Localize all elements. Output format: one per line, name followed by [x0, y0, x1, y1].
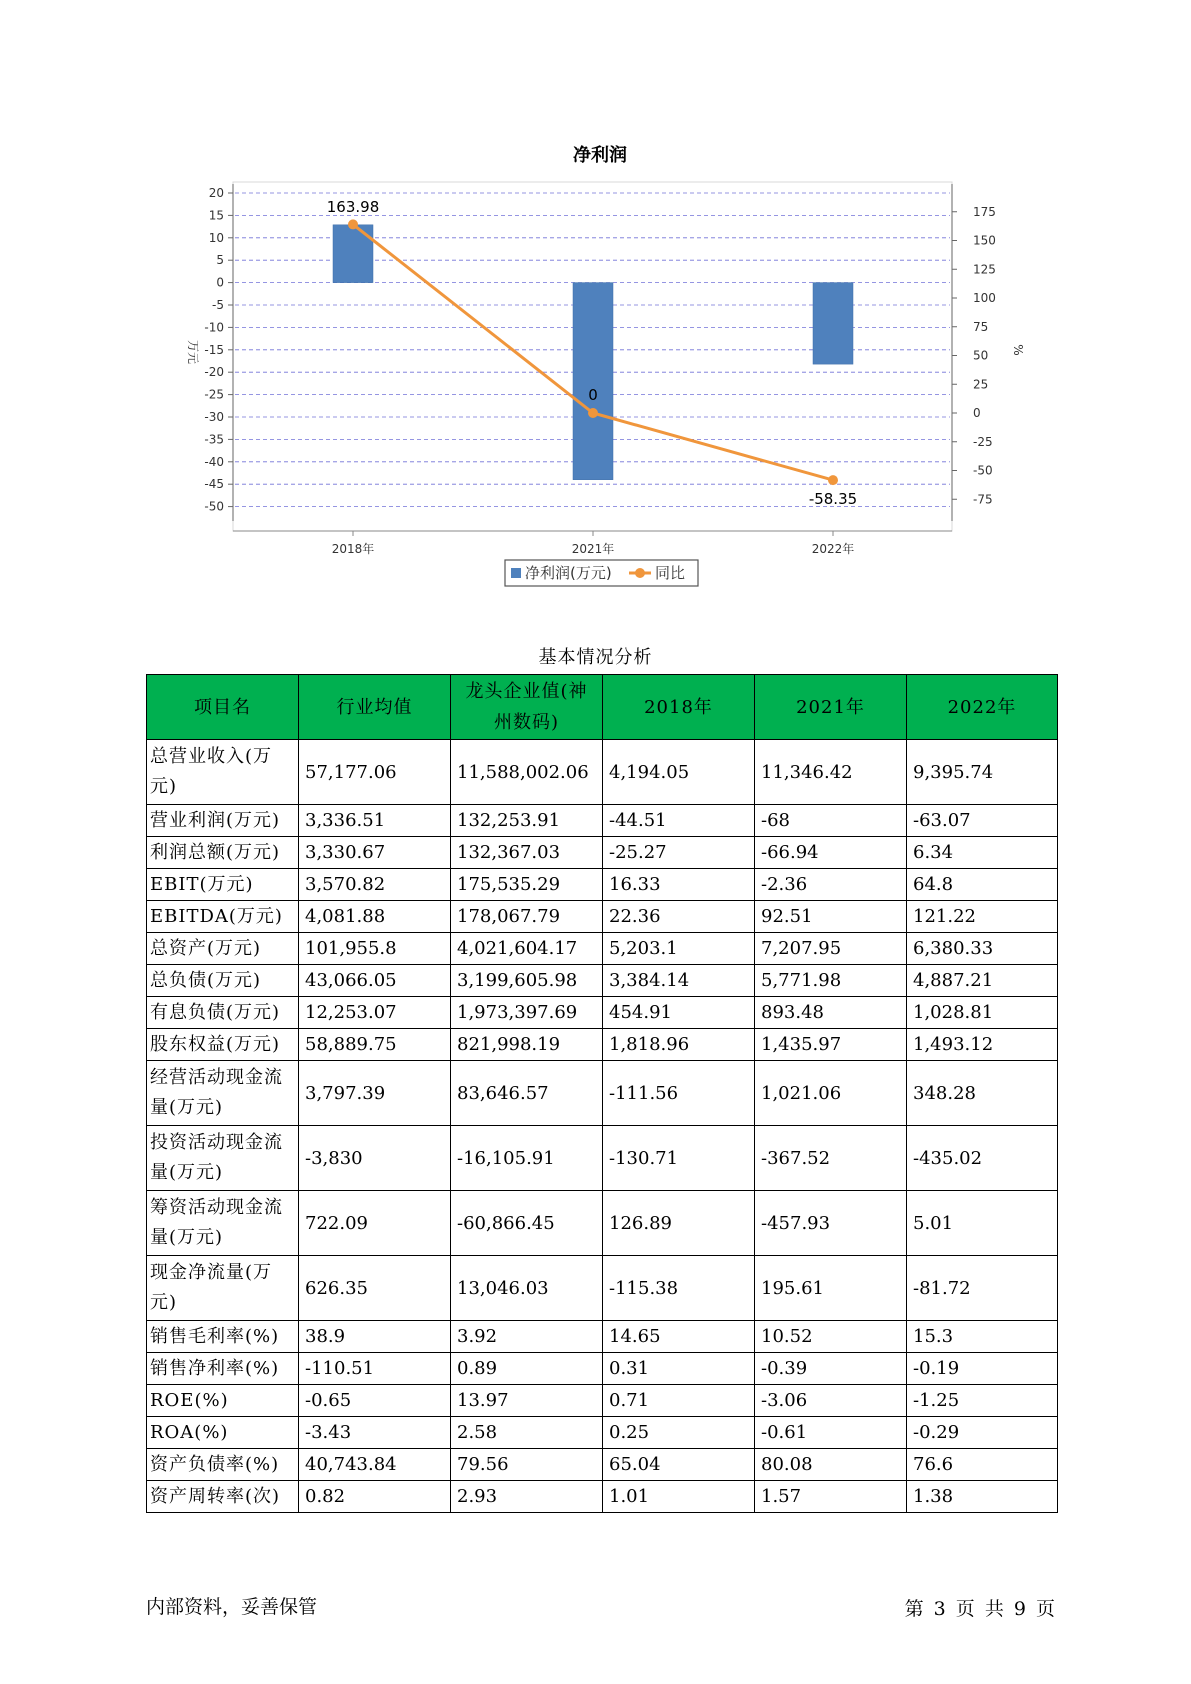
table-row [147, 1353, 1058, 1385]
row-label-cell: EBITDA(万元) [147, 901, 299, 933]
chart-canvas [0, 0, 1191, 600]
value-cell: 80.08 [755, 1449, 907, 1481]
header-cell: 龙头企业值(神州数码) [451, 675, 603, 740]
value-cell: 1,028.81 [907, 997, 1058, 1029]
table-row [147, 1256, 1058, 1321]
left-tick-label: 20 [208, 186, 224, 200]
table-row [147, 869, 1058, 901]
row-label-cell: 销售毛利率(%) [147, 1321, 299, 1353]
row-label-cell: ROA(%) [147, 1417, 299, 1449]
value-cell: -3.43 [299, 1417, 451, 1449]
row-label-cell: 总资产(万元) [147, 933, 299, 965]
row-label-cell: 资产周转率(次) [147, 1481, 299, 1513]
value-cell: 4,887.21 [907, 965, 1058, 997]
value-cell: 57,177.06 [299, 740, 451, 805]
value-cell: 13,046.03 [451, 1256, 603, 1321]
left-tick-label: 5 [216, 253, 224, 268]
value-cell: 12,253.07 [299, 997, 451, 1029]
right-tick-label: 25 [973, 377, 989, 392]
left-tick-label: -15 [204, 342, 224, 357]
value-cell: 101,955.8 [299, 933, 451, 965]
value-cell: 348.28 [907, 1061, 1058, 1126]
left-tick-label: -40 [204, 454, 224, 469]
left-tick-label: 0 [216, 275, 224, 290]
right-tick-label: 175 [973, 204, 996, 219]
net-profit-bar [333, 225, 373, 283]
value-cell: -0.65 [299, 1385, 451, 1417]
value-cell: -66.94 [755, 837, 907, 869]
table-row [147, 933, 1058, 965]
table-row [147, 1417, 1058, 1449]
yoy-data-label: 163.98 [326, 198, 380, 216]
value-cell: 5,203.1 [603, 933, 755, 965]
value-cell: 64.8 [907, 869, 1058, 901]
value-cell: -81.72 [907, 1256, 1058, 1321]
table-row [147, 740, 1058, 805]
right-tick-label: 75 [973, 319, 989, 334]
legend-label-yoy: 同比 [655, 564, 686, 582]
x-tick-label: 2022年 [811, 542, 855, 556]
value-cell: 1.01 [603, 1481, 755, 1513]
row-label-cell: 利润总额(万元) [147, 837, 299, 869]
table-row [147, 1061, 1058, 1126]
table-row [147, 1449, 1058, 1481]
row-label-cell: 股东权益(万元) [147, 1029, 299, 1061]
value-cell: 76.6 [907, 1449, 1058, 1481]
value-cell: 43,066.05 [299, 965, 451, 997]
right-tick-label: 50 [973, 348, 989, 363]
value-cell: -367.52 [755, 1126, 907, 1191]
x-tick-label: 2021年 [571, 542, 615, 556]
yoy-point [348, 219, 358, 229]
basic-analysis-table [146, 674, 1058, 1513]
header-cell: 行业均值 [299, 675, 451, 740]
value-cell: 40,743.84 [299, 1449, 451, 1481]
value-cell: 0.89 [451, 1353, 603, 1385]
value-cell: 0.82 [299, 1481, 451, 1513]
right-axis-title: % [1011, 344, 1025, 356]
table-row [147, 997, 1058, 1029]
value-cell: -3.06 [755, 1385, 907, 1417]
legend-line-marker [635, 568, 645, 578]
value-cell: 2.93 [451, 1481, 603, 1513]
value-cell: 0.31 [603, 1353, 755, 1385]
row-label-cell: 经营活动现金流量(万元) [147, 1061, 299, 1126]
value-cell: 14.65 [603, 1321, 755, 1353]
value-cell: -0.19 [907, 1353, 1058, 1385]
value-cell: 626.35 [299, 1256, 451, 1321]
header-cell: 2018年 [603, 675, 755, 740]
value-cell: 3,797.39 [299, 1061, 451, 1126]
table-row [147, 1126, 1058, 1191]
value-cell: -63.07 [907, 805, 1058, 837]
table-row [147, 1481, 1058, 1513]
value-cell: -60,866.45 [451, 1191, 603, 1256]
value-cell: 1,818.96 [603, 1029, 755, 1061]
value-cell: -0.29 [907, 1417, 1058, 1449]
net-profit-chart [0, 0, 1191, 600]
row-label-cell: 筹资活动现金流量(万元) [147, 1191, 299, 1256]
value-cell: 4,081.88 [299, 901, 451, 933]
value-cell: 3,384.14 [603, 965, 755, 997]
value-cell: 1,021.06 [755, 1061, 907, 1126]
value-cell: 121.22 [907, 901, 1058, 933]
value-cell: 195.61 [755, 1256, 907, 1321]
value-cell: 58,889.75 [299, 1029, 451, 1061]
value-cell: 5.01 [907, 1191, 1058, 1256]
left-tick-label: -30 [204, 410, 224, 424]
value-cell: 3.92 [451, 1321, 603, 1353]
left-tick-label: -20 [204, 365, 224, 380]
value-cell: 65.04 [603, 1449, 755, 1481]
legend-label-net-profit: 净利润(万元) [525, 564, 612, 582]
value-cell: -457.93 [755, 1191, 907, 1256]
value-cell: -16,105.91 [451, 1126, 603, 1191]
value-cell: 7,207.95 [755, 933, 907, 965]
value-cell: 1,973,397.69 [451, 997, 603, 1029]
value-cell: -0.39 [755, 1353, 907, 1385]
right-tick-label: 0 [973, 406, 981, 420]
value-cell: 1.38 [907, 1481, 1058, 1513]
left-tick-label: -35 [204, 432, 224, 447]
legend-bar-swatch [511, 568, 521, 578]
value-cell: -110.51 [299, 1353, 451, 1385]
right-tick-label: -50 [973, 463, 993, 478]
header-cell: 2022年 [907, 675, 1058, 740]
row-label-cell: 现金净流量(万元) [147, 1256, 299, 1321]
value-cell: -1.25 [907, 1385, 1058, 1417]
net-profit-bar [813, 283, 853, 365]
value-cell: -0.61 [755, 1417, 907, 1449]
row-label-cell: 总负债(万元) [147, 965, 299, 997]
value-cell: 0.25 [603, 1417, 755, 1449]
table-header-row [147, 675, 1058, 740]
net-profit-bar [573, 283, 613, 480]
value-cell: 79.56 [451, 1449, 603, 1481]
value-cell: 11,588,002.06 [451, 740, 603, 805]
value-cell: 893.48 [755, 997, 907, 1029]
value-cell: 3,336.51 [299, 805, 451, 837]
row-label-cell: 销售净利率(%) [147, 1353, 299, 1385]
row-label-cell: EBIT(万元) [147, 869, 299, 901]
value-cell: 132,253.91 [451, 805, 603, 837]
value-cell: 132,367.03 [451, 837, 603, 869]
table-row [147, 965, 1058, 997]
value-cell: 454.91 [603, 997, 755, 1029]
table-row [147, 805, 1058, 837]
header-cell: 2021年 [755, 675, 907, 740]
right-tick-label: -25 [973, 434, 993, 449]
value-cell: 16.33 [603, 869, 755, 901]
yoy-data-label: -58.35 [808, 490, 858, 508]
left-tick-label: 10 [208, 230, 224, 245]
value-cell: 175,535.29 [451, 869, 603, 901]
value-cell: -2.36 [755, 869, 907, 901]
left-tick-label: -50 [204, 499, 224, 514]
right-tick-label: 125 [973, 262, 996, 277]
value-cell: 3,199,605.98 [451, 965, 603, 997]
table-body [147, 740, 1058, 1513]
value-cell: 821,998.19 [451, 1029, 603, 1061]
chart-title: 净利润 [573, 145, 627, 166]
yoy-point [828, 475, 838, 485]
value-cell: -25.27 [603, 837, 755, 869]
value-cell: 1,493.12 [907, 1029, 1058, 1061]
value-cell: 9,395.74 [907, 740, 1058, 805]
yoy-point [588, 408, 598, 418]
value-cell: -3,830 [299, 1126, 451, 1191]
footer-confidential-note: 内部资料，妥善保管 [146, 1596, 318, 1618]
yoy-data-label: 0 [588, 386, 598, 404]
value-cell: 6,380.33 [907, 933, 1058, 965]
right-tick-label: -75 [973, 492, 993, 507]
value-cell: 4,194.05 [603, 740, 755, 805]
row-label-cell: 有息负债(万元) [147, 997, 299, 1029]
value-cell: 178,067.79 [451, 901, 603, 933]
value-cell: 13.97 [451, 1385, 603, 1417]
value-cell: -44.51 [603, 805, 755, 837]
left-tick-label: -10 [204, 320, 224, 335]
row-label-cell: ROE(%) [147, 1385, 299, 1417]
value-cell: 5,771.98 [755, 965, 907, 997]
row-label-cell: 资产负债率(%) [147, 1449, 299, 1481]
row-label-cell: 总营业收入(万元) [147, 740, 299, 805]
value-cell: 83,646.57 [451, 1061, 603, 1126]
value-cell: 92.51 [755, 901, 907, 933]
table-caption: 基本情况分析 [538, 647, 653, 668]
row-label-cell: 投资活动现金流量(万元) [147, 1126, 299, 1191]
value-cell: -111.56 [603, 1061, 755, 1126]
row-label-cell: 营业利润(万元) [147, 805, 299, 837]
value-cell: 15.3 [907, 1321, 1058, 1353]
left-tick-label: 15 [208, 208, 224, 223]
value-cell: -115.38 [603, 1256, 755, 1321]
table-row [147, 1191, 1058, 1256]
value-cell: 22.36 [603, 901, 755, 933]
value-cell: 722.09 [299, 1191, 451, 1256]
value-cell: 2.58 [451, 1417, 603, 1449]
table-row [147, 901, 1058, 933]
table-row [147, 1321, 1058, 1353]
value-cell: 38.9 [299, 1321, 451, 1353]
value-cell: 3,330.67 [299, 837, 451, 869]
left-axis-title: 万元 [186, 339, 200, 365]
value-cell: 10.52 [755, 1321, 907, 1353]
value-cell: 3,570.82 [299, 869, 451, 901]
value-cell: 6.34 [907, 837, 1058, 869]
left-tick-label: -45 [204, 477, 224, 492]
table-row [147, 1029, 1058, 1061]
left-tick-label: -5 [212, 298, 224, 312]
table-row [147, 1385, 1058, 1417]
table-row [147, 837, 1058, 869]
right-tick-label: 100 [973, 291, 996, 305]
x-tick-label: 2018年 [331, 542, 375, 556]
left-tick-label: -25 [204, 387, 224, 402]
value-cell: 0.71 [603, 1385, 755, 1417]
value-cell: -435.02 [907, 1126, 1058, 1191]
value-cell: 4,021,604.17 [451, 933, 603, 965]
header-cell: 项目名 [147, 675, 299, 740]
value-cell: 126.89 [603, 1191, 755, 1256]
right-tick-label: 150 [973, 233, 996, 248]
value-cell: -68 [755, 805, 907, 837]
value-cell: 11,346.42 [755, 740, 907, 805]
footer-page-number: 第 3 页 共 9 页 [904, 1598, 1057, 1620]
value-cell: 1,435.97 [755, 1029, 907, 1061]
value-cell: 1.57 [755, 1481, 907, 1513]
value-cell: -130.71 [603, 1126, 755, 1191]
